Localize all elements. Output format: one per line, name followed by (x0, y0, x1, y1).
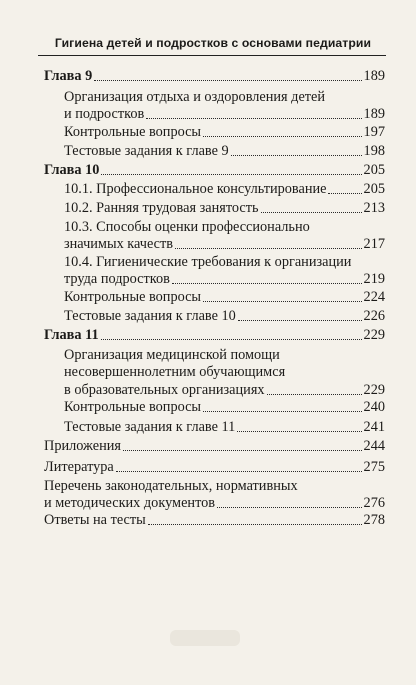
toc-entry-title: Тестовые задания к главе 11 (64, 419, 236, 435)
page-number: 276 (363, 495, 385, 512)
page-number: 189 (363, 68, 385, 84)
page-number: 229 (363, 327, 385, 343)
dot-leader (203, 411, 362, 412)
toc-entry-title: в образовательных организациях (64, 381, 265, 398)
toc-entry-title: Ответы на тесты (44, 512, 146, 528)
page-number: 224 (363, 289, 385, 305)
toc-entry-title: труда подростков (64, 271, 170, 288)
page-number: 275 (363, 459, 385, 475)
toc-entry-title: несовершеннолетним обучающимся (64, 364, 286, 381)
page-number: 278 (363, 512, 385, 528)
page-number: 217 (363, 236, 385, 253)
page-smudge (170, 630, 240, 646)
toc-entry-title: Тестовые задания к главе 10 (64, 308, 236, 324)
dot-leader (237, 431, 361, 432)
page-number: 226 (363, 308, 385, 324)
page-number: 198 (363, 143, 385, 159)
page-number: 189 (363, 106, 385, 123)
header-rule (38, 55, 386, 56)
toc-entry-title: Контрольные вопросы (64, 289, 202, 305)
toc-entry-title: 10.4. Гигиенические требования к организации (64, 254, 352, 270)
dot-leader (172, 283, 362, 284)
page-number: 205 (363, 181, 385, 197)
dot-leader (101, 339, 362, 340)
toc-entry-title: и подростков (64, 106, 145, 123)
toc-entry-title: Глава 9 (44, 68, 93, 84)
toc-entry-title: 10.3. Способы оценки профессионально (64, 219, 310, 235)
toc-entry-title: 10.1. Профессиональное консультирование (64, 181, 327, 197)
dot-leader (328, 193, 361, 194)
page-number: 244 (363, 438, 385, 454)
toc-entry-title: значимых качеств (64, 236, 174, 253)
dot-leader (175, 248, 362, 249)
toc-entry-title: Организация медицинской помощи (64, 347, 280, 363)
toc-entry-title: Контрольные вопросы (64, 399, 202, 415)
dot-leader (123, 450, 362, 451)
toc-entry-title: Приложения (44, 438, 121, 454)
dot-leader (231, 155, 362, 156)
running-title: Гигиена детей и подростков с основами педиатрии (54, 36, 372, 50)
dot-leader (267, 394, 362, 395)
dot-leader (146, 118, 361, 119)
dot-leader (261, 212, 362, 213)
page-number: 241 (363, 419, 385, 435)
toc-entry-title: Тестовые задания к главе 9 (64, 143, 229, 159)
page-number: 213 (363, 200, 385, 216)
dot-leader (148, 524, 362, 525)
toc-entry-title: и методических документов (44, 495, 216, 512)
dot-leader (238, 320, 362, 321)
toc-entry-title: Организация отдыха и оздоровления детей (64, 89, 326, 105)
page-number: 197 (363, 124, 385, 140)
toc-entry-title: Контрольные вопросы (64, 124, 202, 140)
toc-entry-title: Перечень законодательных, нормативных (44, 478, 298, 494)
page-number: 205 (363, 162, 385, 178)
page-number: 229 (363, 381, 385, 398)
page-number: 240 (363, 399, 385, 415)
page-number: 219 (363, 271, 385, 288)
toc-entry-title: 10.2. Ранняя трудовая занятость (64, 200, 259, 216)
toc-entry-title: Литература (44, 459, 114, 475)
toc-entry-title: Глава 10 (44, 162, 100, 178)
dot-leader (94, 80, 361, 81)
dot-leader (203, 136, 362, 137)
toc-entry-title: Глава 11 (44, 327, 99, 343)
dot-leader (203, 301, 362, 302)
dot-leader (101, 174, 361, 175)
dot-leader (116, 471, 362, 472)
dot-leader (217, 507, 362, 508)
